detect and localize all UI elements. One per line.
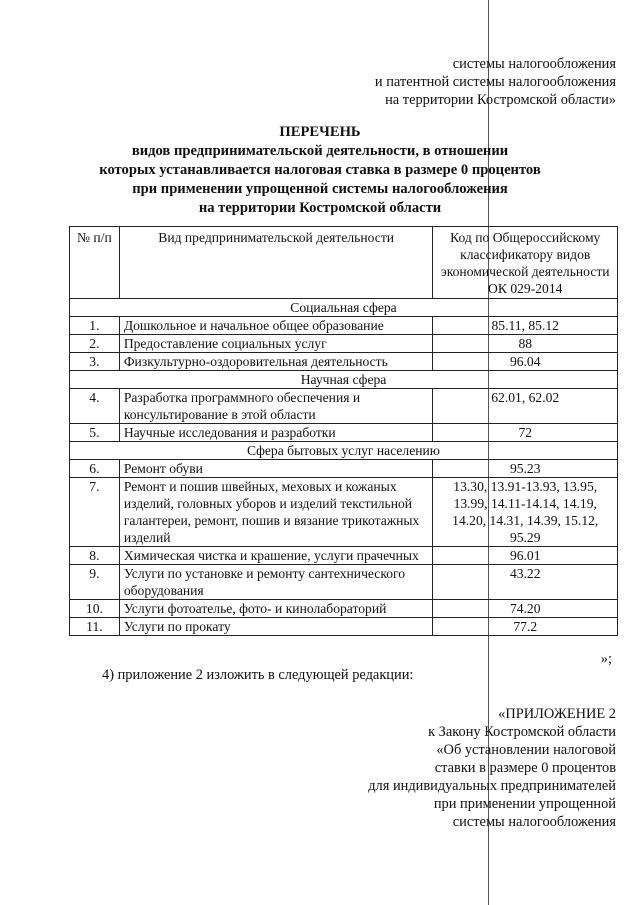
table-row xyxy=(70,460,618,478)
table-row xyxy=(70,547,618,565)
row-number: 6. xyxy=(70,460,120,478)
table-row xyxy=(70,600,618,618)
row-activity: Услуги по прокату xyxy=(119,618,433,636)
row-code: 62.01, 62.02 xyxy=(433,389,618,424)
row-code: 85.11, 85.12 xyxy=(433,317,618,335)
header-line: системы налогообложения xyxy=(452,56,616,72)
title-line: видов предпринимательской деятельности, в отношении xyxy=(131,143,509,159)
table-row xyxy=(70,353,618,371)
row-number: 1. xyxy=(70,317,120,335)
row-number: 2. xyxy=(70,335,120,353)
title-line: которых устанавливается налоговая ставка в размере 0 процентов xyxy=(99,162,541,178)
table-row xyxy=(70,317,618,335)
row-code: 74.20 xyxy=(433,600,618,618)
title-line: при применении упрощенной системы налогообложения xyxy=(132,181,508,197)
row-code: 43.22 xyxy=(433,565,618,600)
row-number: 4. xyxy=(70,389,120,424)
row-activity: Дошкольное и начальное общее образование xyxy=(119,317,433,335)
title-heading: ПЕРЕЧЕНЬ xyxy=(279,124,361,140)
table-row xyxy=(70,424,618,442)
section-title: Социальная сфера xyxy=(70,299,618,317)
section-row xyxy=(70,299,618,317)
row-activity: Ремонт обуви xyxy=(119,460,433,478)
appendix-line: «Об установлении налоговой xyxy=(436,742,616,758)
table-row xyxy=(70,618,618,636)
appendix-line: к Закону Костромской области xyxy=(428,724,616,740)
row-activity: Ремонт и пошив швейных, меховых и кожаных изделий, головных уборов и изделий текстильной галантереи, ремонт, пошив и вязание трикотажных изделий xyxy=(119,478,433,547)
row-number: 10. xyxy=(70,600,120,618)
row-number: 7. xyxy=(70,478,120,547)
header-num: № п/п xyxy=(70,227,120,299)
section-row xyxy=(70,442,618,460)
section-row xyxy=(70,371,618,389)
header-activity: Вид предпринимательской деятельности xyxy=(119,227,433,299)
row-code: 77.2 xyxy=(433,618,618,636)
row-number: 5. xyxy=(70,424,120,442)
row-activity: Услуги фотоателье, фото- и кинолабораторий xyxy=(119,600,433,618)
table-row xyxy=(70,478,618,547)
header-code: Код по Общероссийскому классификатору видов экономической деятельности ОК 029-2014 xyxy=(433,227,618,299)
amendment-instruction: 4) приложение 2 изложить в следующей редакции: xyxy=(102,667,414,683)
table-header-row xyxy=(70,227,618,299)
section-title: Научная сфера xyxy=(70,371,618,389)
appendix-line: для индивидуальных предпринимателей xyxy=(368,778,616,794)
document-header xyxy=(375,55,616,109)
closing-quote: »; xyxy=(600,651,612,667)
row-number: 8. xyxy=(70,547,120,565)
table-row xyxy=(70,389,618,424)
row-code: 96.01 xyxy=(433,547,618,565)
row-activity: Физкультурно-оздоровительная деятельность xyxy=(119,353,433,371)
row-activity: Предоставление социальных услуг xyxy=(119,335,433,353)
row-number: 3. xyxy=(70,353,120,371)
header-line: на территории Костромской области» xyxy=(385,92,616,108)
appendix-line: «ПРИЛОЖЕНИЕ 2 xyxy=(498,706,616,722)
row-code: 96.04 xyxy=(433,353,618,371)
appendix-line: при применении упрощенной xyxy=(433,796,616,812)
row-code: 88 xyxy=(433,335,618,353)
title-line: на территории Костромской области xyxy=(198,200,442,216)
table-row xyxy=(70,335,618,353)
section-title: Сфера бытовых услуг населению xyxy=(70,442,618,460)
row-activity: Научные исследования и разработки xyxy=(119,424,433,442)
row-activity: Услуги по установке и ремонту сантехнического оборудования xyxy=(119,565,433,600)
activities-table xyxy=(69,226,618,636)
appendix-line: системы налогообложения xyxy=(452,814,616,830)
appendix-line: ставки в размере 0 процентов xyxy=(434,760,616,776)
row-number: 9. xyxy=(70,565,120,600)
header-line: и патентной системы налогообложения xyxy=(374,74,616,90)
row-activity: Разработка программного обеспечения и консультирование в этой области xyxy=(119,389,433,424)
row-code: 95.23 xyxy=(433,460,618,478)
row-code: 13.30, 13.91-13.93, 13.95, 13.99, 14.11-14.14, 14.19, 14.20, 14.31, 14.39, 15.12, 95.29 xyxy=(433,478,618,547)
row-code: 72 xyxy=(433,424,618,442)
document-title xyxy=(0,123,640,218)
appendix-header xyxy=(368,705,616,831)
table-body xyxy=(70,299,618,636)
row-activity: Химическая чистка и крашение, услуги прачечных xyxy=(119,547,433,565)
table-row xyxy=(70,565,618,600)
row-number: 11. xyxy=(70,618,120,636)
